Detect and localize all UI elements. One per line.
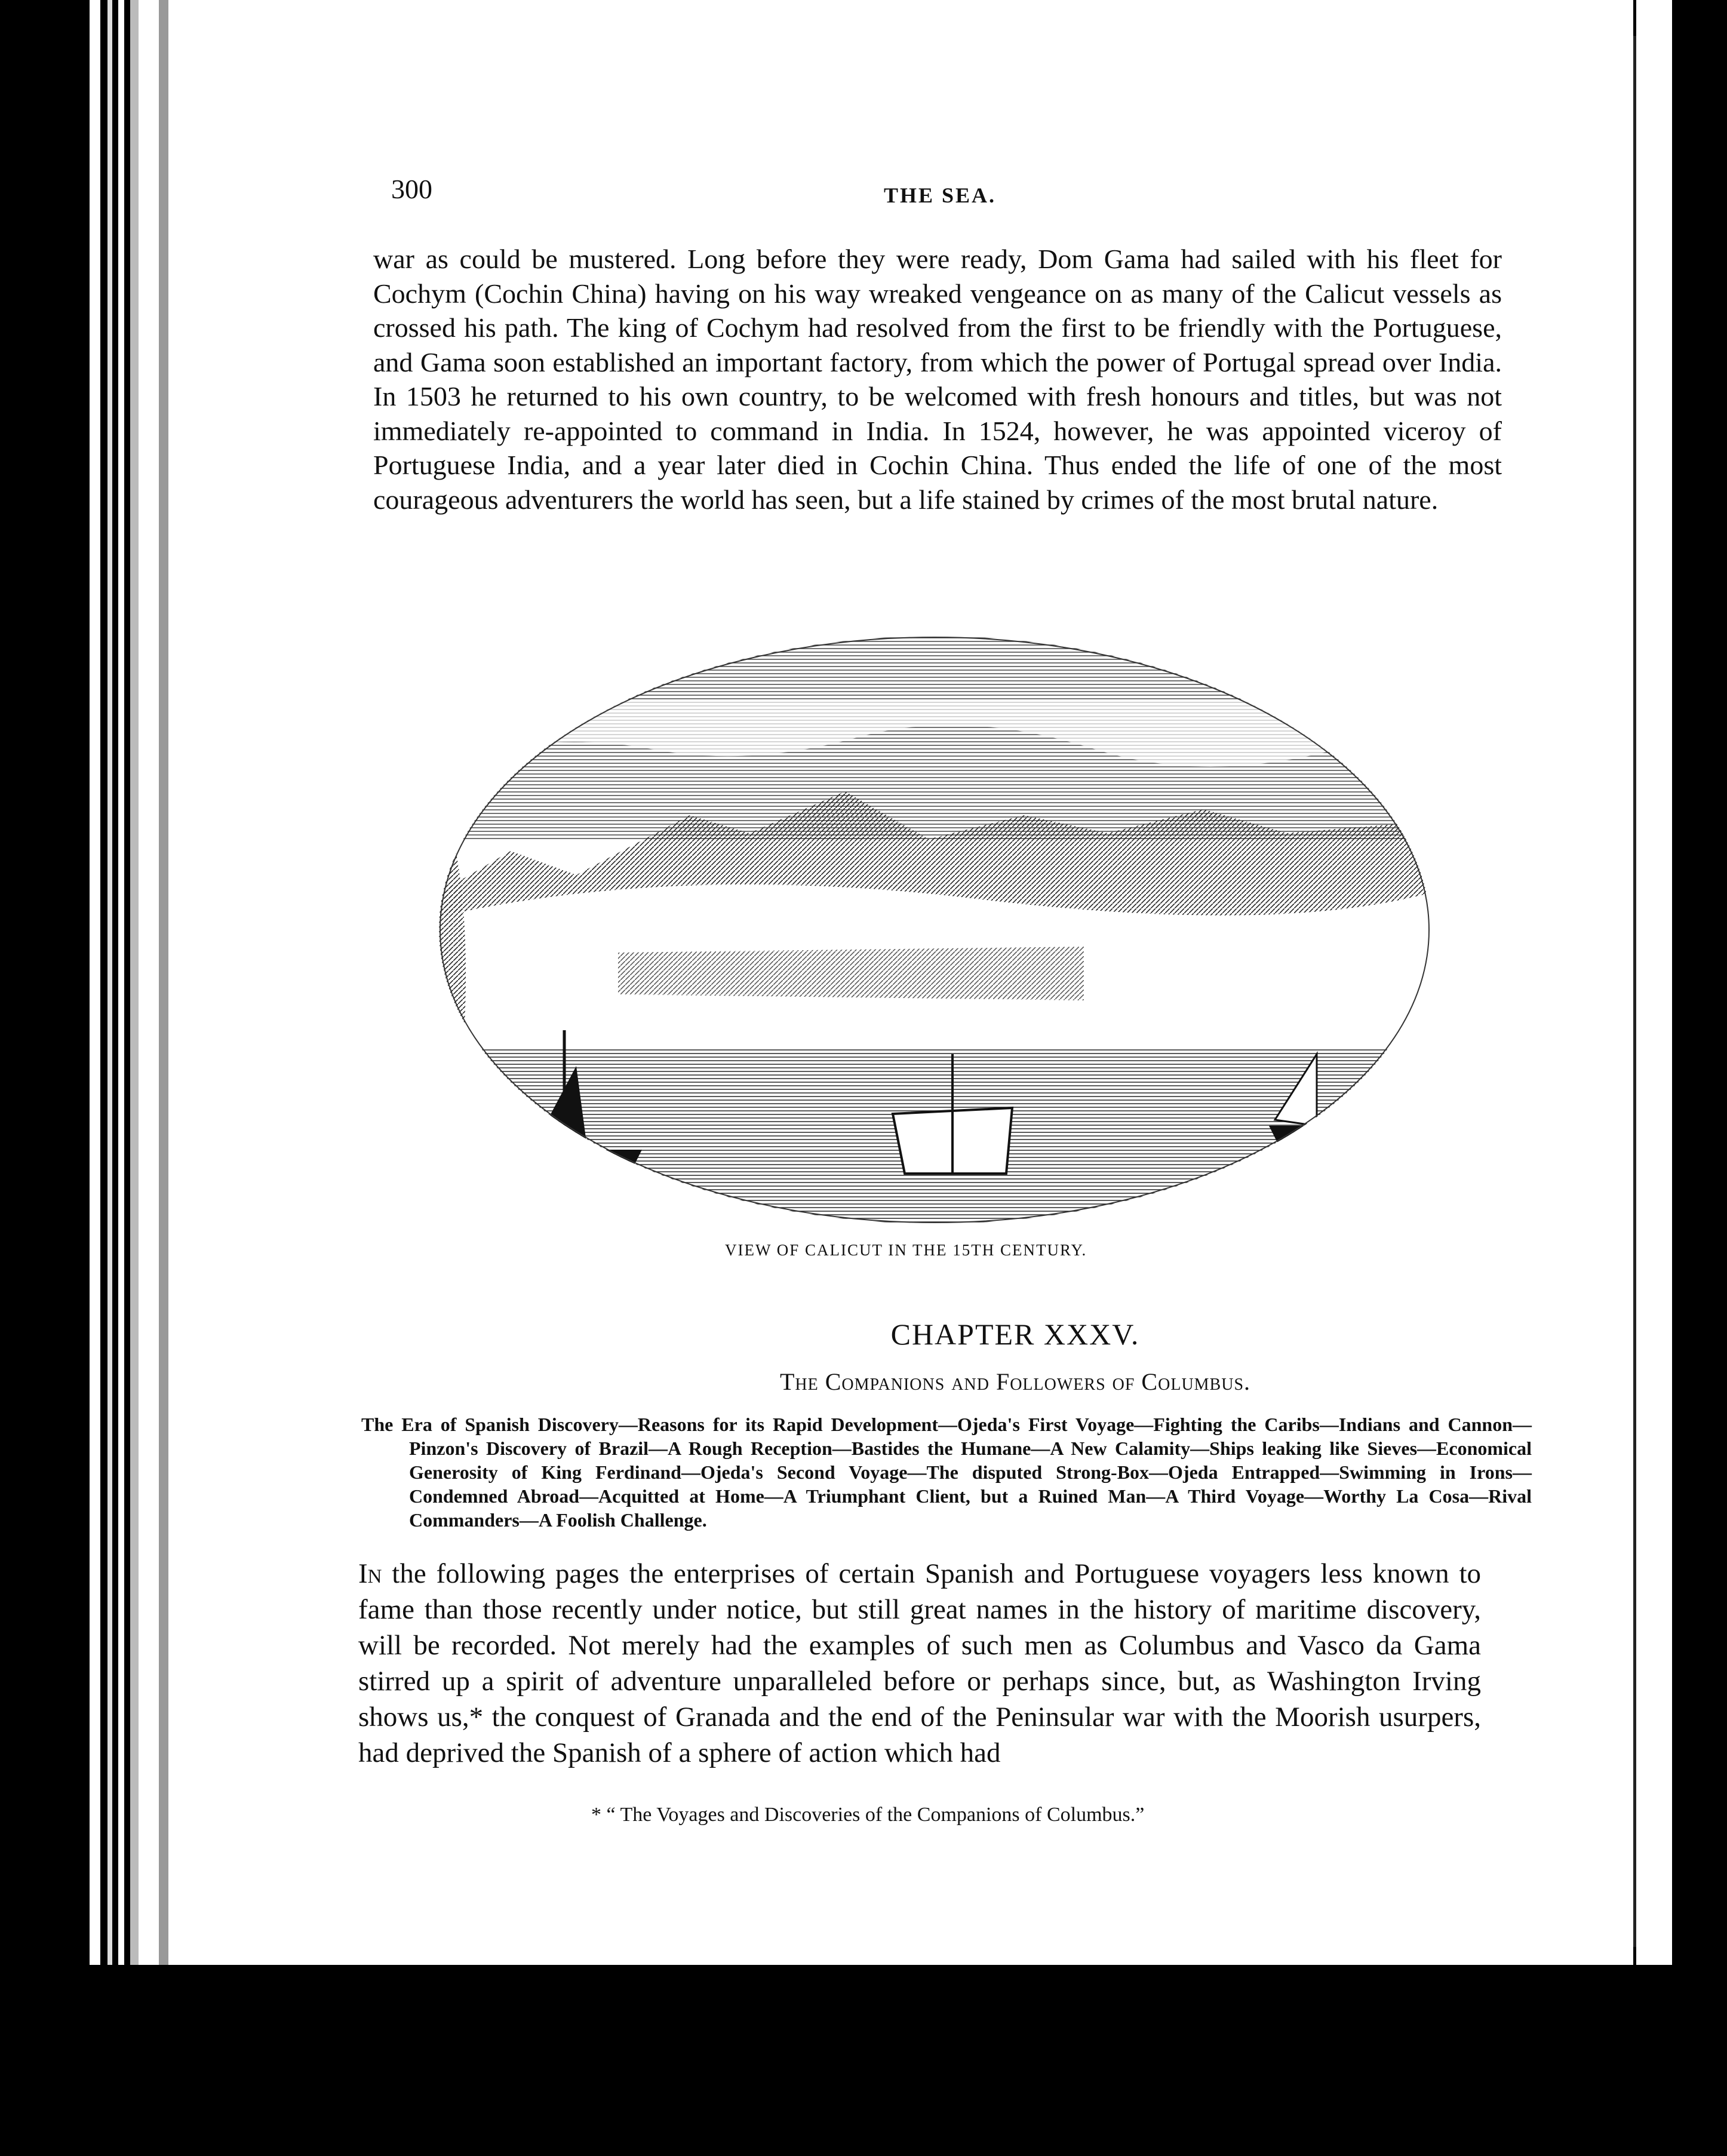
paragraph-2-text: the following pages the enterprises of certain Spanish and Portuguese voyagers less known to fame than those recently under notice, but still great names in the history of maritime discovery, will be recorded. Not merely had the examples of such men as Columbus and Vasco da Gama stirred up a spirit of adventure unparalleled before or perhaps since, but, as Washington Irving shows us,* the conquest of Granada and the end of the Peninsular war with the Moorish usurpers, had deprived the Spanish of a sphere of action which had xyxy=(358,1558,1481,1768)
footnote: * “ The Voyages and Discoveries of the Companions of Columbus.” xyxy=(591,1804,1145,1826)
page-number: 300 xyxy=(391,174,432,204)
facing-page-sliver xyxy=(1636,0,1672,1965)
engraving-view-of-calicut xyxy=(439,636,1430,1224)
scan-border-bottom xyxy=(0,1965,1727,2156)
book-page-edges xyxy=(90,0,191,1965)
paragraph-2 xyxy=(358,1556,1481,1771)
chapter-subtitle: The Companions and Followers of Columbus. xyxy=(779,1368,1251,1395)
chapter-title: CHAPTER XXXV. xyxy=(890,1317,1140,1351)
running-title: THE SEA. xyxy=(884,183,997,207)
chapter-synopsis: The Era of Spanish Discovery—Reasons for its Rapid Development—Ojeda's First Voyage—Fighting the Caribs—Indians and Cannon—Pinzon's Discovery of Brazil—A Rough Reception—Bastides the Humane—A New Calamity—Ships leaking like Sieves—Economical Generosity of King Ferdinand—Ojeda's Second Voyage—The disputed Strong-Box—Ojeda Entrapped—Swimming in Irons—Condemned Abroad—Acquitted at Home—A Triumphant Client, but a Ruined Man—A Third Voyage—Worthy La Cosa—Rival Commanders—A Foolish Challenge. xyxy=(361,1414,1532,1531)
paragraph-1: war as could be mustered. Long before they were ready, Dom Gama had sailed with his fleet for Cochym (Cochin China) having on his way wreaked vengeance on as many of the Calicut vessels as crossed his path. The king of Cochym had resolved from the first to be friendly with the Portuguese, and Gama soon established an important factory, from which the power of Portugal spread over India. In 1503 he returned to his own country, to be welcomed with fresh honours and titles, but was not immediately re-appointed to command in India. In 1524, however, he was appointed viceroy of Portuguese India, and a year later died in Cochin China. Thus ended the life of one of the most courageous adventurers the world has seen, but a life stained by crimes of the most brutal nature. xyxy=(373,244,1502,515)
paragraph-2-initial: In xyxy=(358,1558,382,1589)
facing-page-edge xyxy=(1633,36,1636,1947)
illustration-caption: VIEW OF CALICUT IN THE 15TH CENTURY. xyxy=(725,1241,1087,1259)
